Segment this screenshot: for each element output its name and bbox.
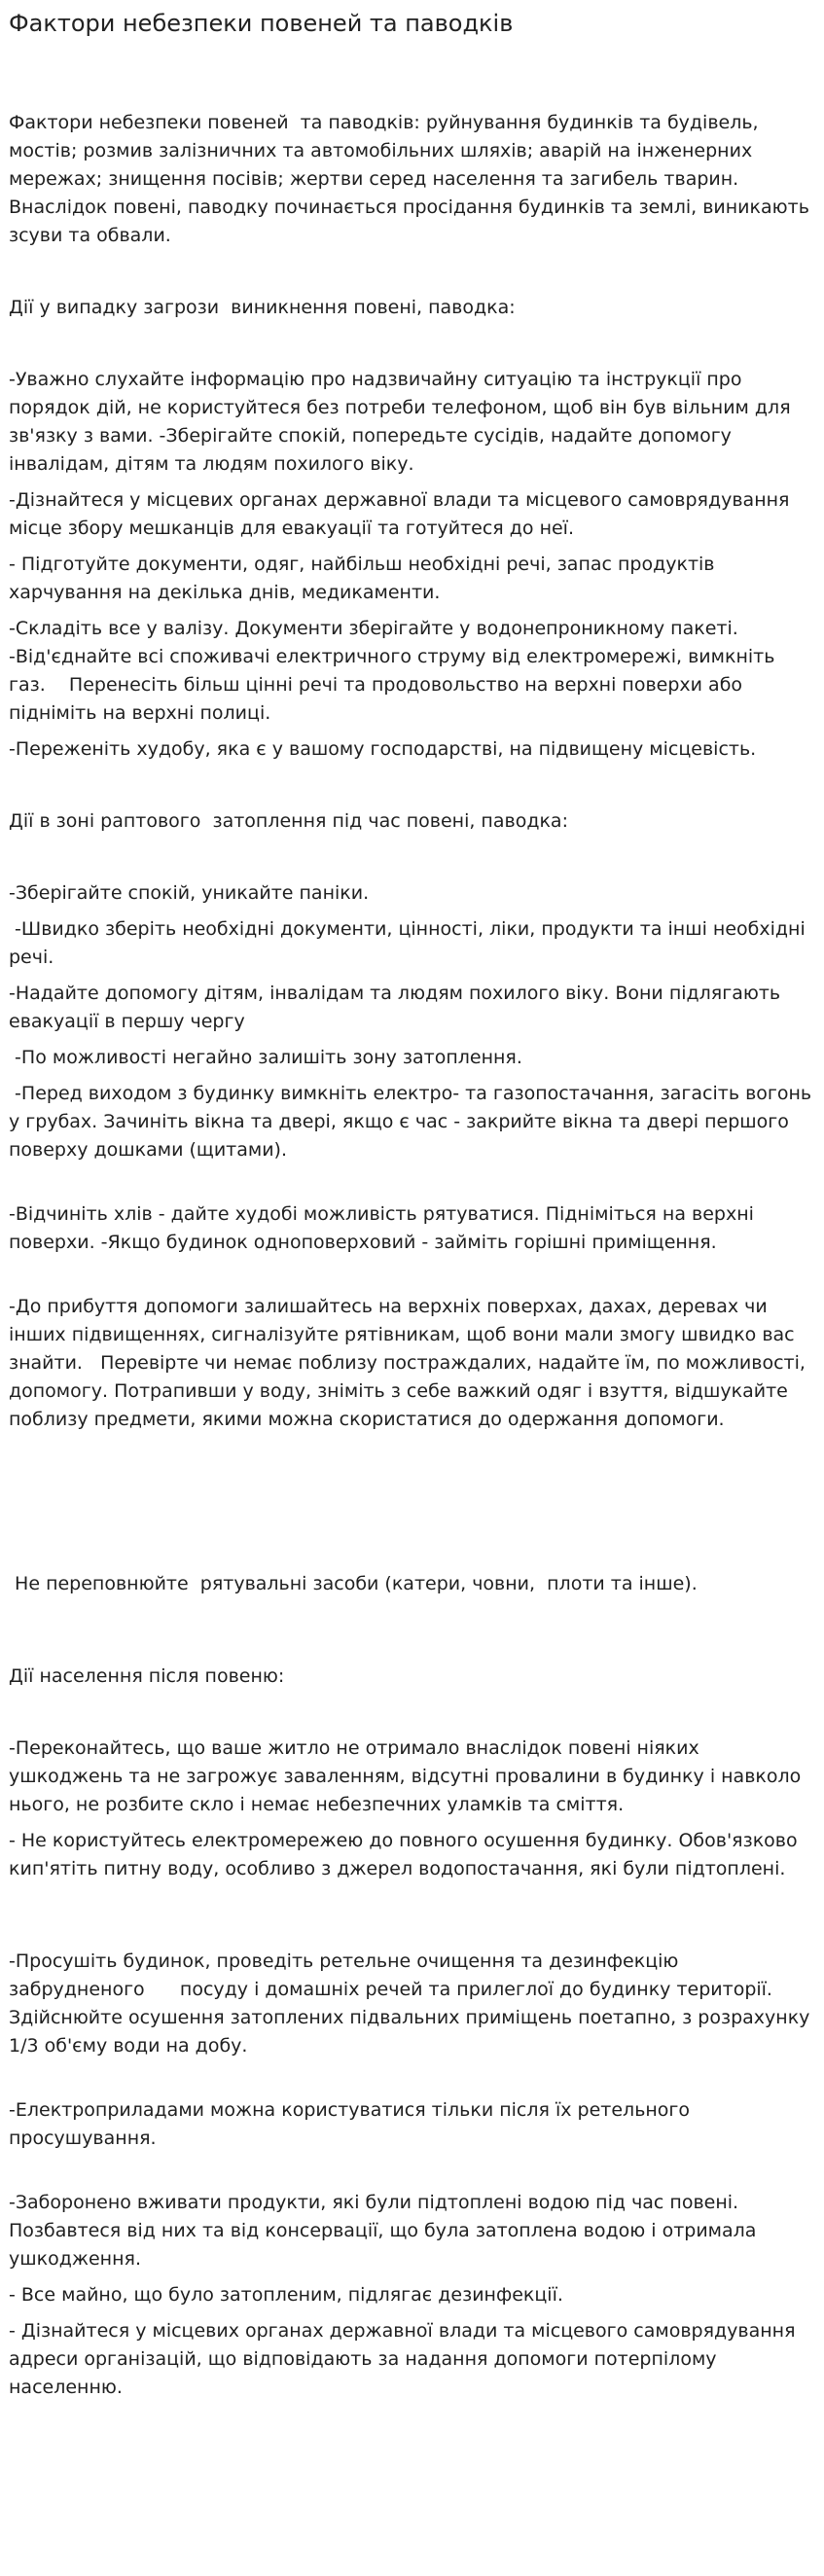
flood-instruction-await-rescue: -До прибуття допомоги залишайтесь на верхніх поверхах, дахах, деревах чи інших підвищеннях, сигналізуйте рятівникам, щоб вони мали змогу швидко вас знайти. Перевірте чи немає поблизу постраждалих, надайте їм, по можливості, допомогу. Потрапивши у воду, зніміть з себе важкий одяг і взуття, відшукайте поблизу предмети, якими можна скористатися до одержання допомоги. xyxy=(9,1296,811,1430)
section-heading-sudden-flooding: Дії в зоні раптового затоплення під час повені, паводка: xyxy=(9,810,568,832)
flood-instruction-open-barn: -Відчиніть хлів - дайте худобі можливість рятуватися. Підніміться на верхні поверхи. -Якщо будинок одноповерховий - займіть горішні приміщення. xyxy=(9,1203,760,1253)
after-instruction-check-home: -Переконайтесь, що ваше житло не отримало внаслідок повені ніяких ушкоджень та не загрожує заваленням, відсутні провалини в будинку і навколо нього, не розбите скло і немає небезпечних уламків та сміття. xyxy=(9,1737,807,1815)
section-heading-after-flood: Дії населення після повеню: xyxy=(9,1665,285,1687)
flood-instruction-stay-calm: -Зберігайте спокій, уникайте паніки. xyxy=(9,882,370,904)
flood-instruction-shut-utilities: -Перед виходом з будинку вимкніть електро- та газопостачання, загасіть вогонь у грубах. Зачиніть вікна та двері, якщо є час - закрийте вікна та двері першого поверху дошками (щитами). xyxy=(9,1083,818,1161)
flood-instruction-help-vulnerable: -Надайте допомогу дітям, інвалідам та людям похилого віку. Вони підлягають евакуації в першу чергу xyxy=(9,983,787,1032)
after-instruction-food-prohibited: -Заборонено вживати продукти, які були підтоплені водою під час повені. Позбавтеся від них та від консервації, що була затоплена водою і отримала ушкодження. xyxy=(9,2192,763,2270)
threat-instruction-pack-and-disconnect: -Складіть все у валізу. Документи зберігайте у водонепроникному пакеті. -Від'єднайте всі споживачі електричного струму від електромережі, вимкніть газ. Перенесіть більш цінні речі та продовольство на верхні поверхи або підніміть на верхні полиці. xyxy=(9,618,781,724)
threat-instruction-prepare-items: - Підготуйте документи, одяг, найбільш необхідні речі, запас продуктів харчування на декілька днів, медикаменти. xyxy=(9,554,721,603)
threat-instruction-listen: -Уважно слухайте інформацію про надзвичайну ситуацію та інструкції про порядок дій, не користуйтеся без потреби телефоном, щоб він був вільним для зв'язку з вами. -Зберігайте спокій, попередьте сусідів, надайте допомогу інвалідам, дітям та людям похилого віку. xyxy=(9,369,797,475)
after-instruction-disinfect-property: - Все майно, що було затопленим, підлягає дезинфекції. xyxy=(9,2284,563,2306)
threat-instruction-livestock: -Переженіть худобу, яка є у вашому господарстві, на підвищену місцевість. xyxy=(9,738,757,760)
section-heading-threat-actions: Дії у випадку загрози виникнення повені, паводка: xyxy=(9,297,516,318)
flood-instruction-leave-zone: -По можливості негайно залишіть зону затоплення. xyxy=(9,1047,522,1068)
after-instruction-appliances: -Електроприладами можна користуватися тільки після їх ретельного просушування. xyxy=(9,2099,697,2149)
after-instruction-electricity-water: - Не користуйтесь електромережею до повного осушення будинку. Обов'язково кип'ятіть питну воду, особливо з джерел водопостачання, які були підтоплені. xyxy=(9,1830,804,1879)
flood-instruction-collect-documents: -Швидко зберіть необхідні документи, цінності, ліки, продукти та інші необхідні речі. xyxy=(9,918,811,968)
threat-instruction-evacuation-point: -Дізнайтеся у місцевих органах державної влади та місцевого самоврядування місце збору мешканців для евакуації та готуйтеся до неї. xyxy=(9,489,796,539)
after-instruction-dry-and-disinfect: -Просушіть будинок, проведіть ретельне очищення та дезинфекцію забрудненого посуду і домашніх речей та прилеглої до будинку території. Здійснюйте осушення затоплених підвальних приміщень поетапно, з розрахунку 1/3 об'єму води на добу. xyxy=(9,1950,816,2057)
flood-instruction-no-overloading: Не переповнюйте рятувальні засоби (катери, човни, плоти та інше). xyxy=(9,1573,698,1594)
after-instruction-aid-organizations: - Дізнайтеся у місцевих органах державної влади та місцевого самоврядування адреси організацій, що відповідають за надання допомоги потерпілому населенню. xyxy=(9,2320,802,2398)
page-title: Фактори небезпеки повеней та паводків xyxy=(9,10,514,37)
hazard-factors-paragraph: Фактори небезпеки повеней та паводків: руйнування будинків та будівель, мостів; розмив залізничних та автомобільних шляхів; аварій на інженерних мережах; знищення посівів; жертви серед населення та загибель тварин. Внаслідок повені, паводку починається просідання будинків та землі, виникають зсуви та обвали. xyxy=(9,112,815,246)
